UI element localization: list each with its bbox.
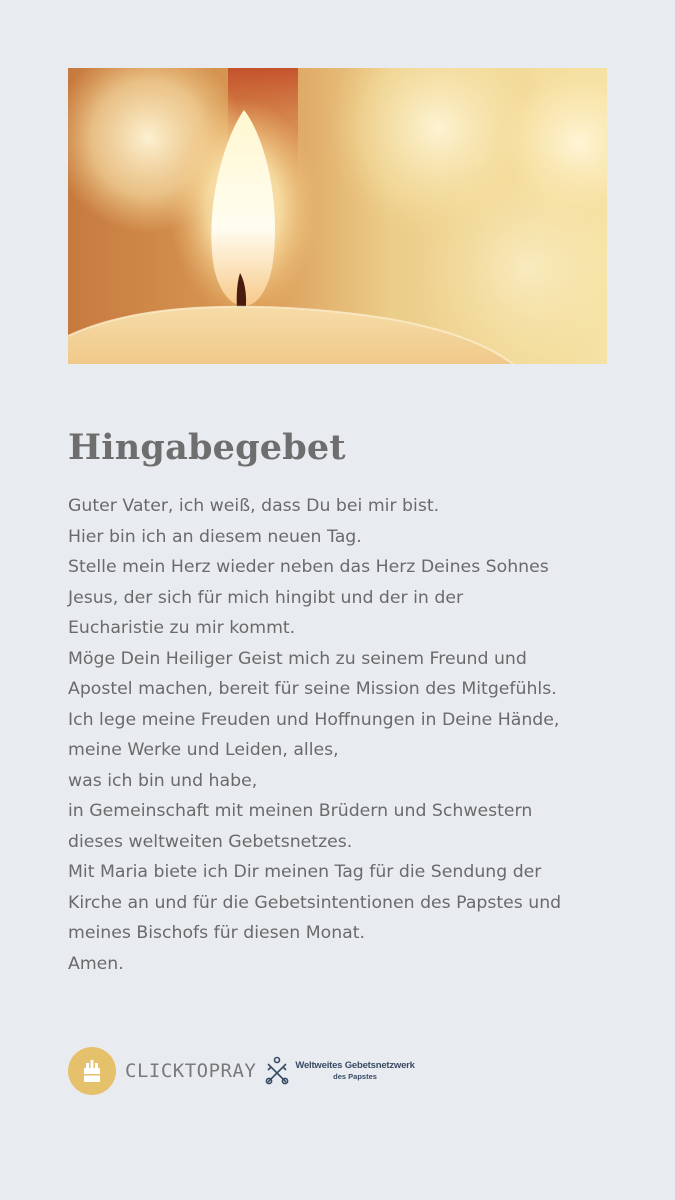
clicktopray-logo[interactable]	[68, 1047, 116, 1095]
prayer-line: Ich lege meine Freuden und Hoffnungen in Deine Hände,	[68, 709, 560, 730]
prayer-line: Eucharistie zu mir kommt.	[68, 618, 296, 638]
prayer-text	[68, 491, 628, 979]
candle-flame-image	[68, 68, 607, 364]
network-name: Weltweites Gebetsnetzwerk	[295, 1060, 415, 1071]
prayer-line: meines Bischofs für diesen Monat.	[68, 923, 366, 943]
prayer-line: Amen.	[68, 953, 124, 974]
prayer-line: Jesus, der sich für mich hingibt und der in der	[68, 587, 464, 608]
page-title: Hingabegebet	[68, 427, 346, 468]
prayer-line: Hier bin ich an diesem neuen Tag.	[68, 526, 362, 547]
prayer-line: Guter Vater, ich weiß, dass Du bei mir bist.	[68, 496, 440, 516]
prayer-line: Apostel machen, bereit für seine Mission des Mitgefühls.	[68, 679, 557, 699]
prayer-line: Kirche an und für die Gebetsintentionen des Papstes und	[68, 892, 562, 913]
candle-photo	[68, 68, 607, 364]
prayer-line: Möge Dein Heiliger Geist mich zu seinem Freund und	[68, 648, 527, 669]
prayer-line: Stelle mein Herz wieder neben das Herz Deines Sohnes	[68, 557, 549, 577]
prayer-line: dieses weltweiten Gebetsnetzes.	[68, 831, 353, 852]
prayer-line: was ich bin und habe,	[68, 770, 258, 791]
prayer-line: meine Werke und Leiden, alles,	[68, 740, 339, 760]
candle-icon	[77, 1056, 107, 1086]
footer-logos	[68, 1047, 415, 1095]
prayer-line: Mit Maria biete ich Dir meinen Tag für die Sendung der	[68, 862, 542, 882]
clicktopray-brand: CLICKTOPRAY	[125, 1060, 257, 1082]
prayer-line: in Gemeinschaft mit meinen Brüdern und Schwestern	[68, 801, 533, 821]
network-subtitle: des Papstes	[333, 1072, 377, 1081]
crossed-keys-icon	[264, 1055, 290, 1087]
network-logo[interactable]	[295, 1060, 414, 1082]
